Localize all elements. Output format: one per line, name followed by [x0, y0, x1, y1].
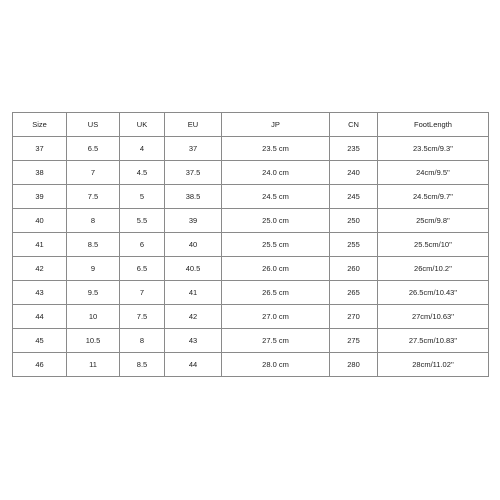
cell-us: 8	[67, 209, 120, 233]
cell-foot-length: 26.5cm/10.43''	[378, 281, 489, 305]
cell-uk: 5.5	[120, 209, 165, 233]
cell-eu: 37	[165, 137, 222, 161]
cell-foot-length: 24cm/9.5''	[378, 161, 489, 185]
cell-size: 44	[13, 305, 67, 329]
table-row	[13, 233, 489, 257]
cell-cn: 275	[330, 329, 378, 353]
table-row	[13, 353, 489, 377]
column-header-eu: EU	[165, 113, 222, 137]
cell-eu: 40	[165, 233, 222, 257]
cell-cn: 270	[330, 305, 378, 329]
cell-us: 10	[67, 305, 120, 329]
cell-eu: 37.5	[165, 161, 222, 185]
cell-eu: 41	[165, 281, 222, 305]
cell-us: 10.5	[67, 329, 120, 353]
cell-foot-length: 23.5cm/9.3''	[378, 137, 489, 161]
cell-foot-length: 26cm/10.2''	[378, 257, 489, 281]
cell-cn: 240	[330, 161, 378, 185]
cell-uk: 5	[120, 185, 165, 209]
cell-jp: 24.5 cm	[222, 185, 330, 209]
table-row	[13, 209, 489, 233]
cell-size: 45	[13, 329, 67, 353]
cell-us: 8.5	[67, 233, 120, 257]
cell-foot-length: 25cm/9.8''	[378, 209, 489, 233]
column-header-size: Size	[13, 113, 67, 137]
column-header-uk: UK	[120, 113, 165, 137]
table-row	[13, 329, 489, 353]
size-chart-table	[12, 112, 489, 377]
cell-jp: 27.5 cm	[222, 329, 330, 353]
cell-uk: 6	[120, 233, 165, 257]
cell-us: 7	[67, 161, 120, 185]
cell-cn: 260	[330, 257, 378, 281]
cell-eu: 40.5	[165, 257, 222, 281]
cell-us: 9.5	[67, 281, 120, 305]
cell-us: 6.5	[67, 137, 120, 161]
cell-jp: 26.5 cm	[222, 281, 330, 305]
cell-us: 11	[67, 353, 120, 377]
cell-cn: 245	[330, 185, 378, 209]
cell-size: 40	[13, 209, 67, 233]
cell-uk: 8.5	[120, 353, 165, 377]
table-row	[13, 161, 489, 185]
header-row	[13, 113, 489, 137]
cell-foot-length: 27.5cm/10.83''	[378, 329, 489, 353]
cell-size: 41	[13, 233, 67, 257]
cell-foot-length: 28cm/11.02''	[378, 353, 489, 377]
cell-uk: 7	[120, 281, 165, 305]
cell-us: 9	[67, 257, 120, 281]
cell-size: 42	[13, 257, 67, 281]
cell-uk: 4.5	[120, 161, 165, 185]
table-header	[13, 113, 489, 137]
cell-us: 7.5	[67, 185, 120, 209]
cell-eu: 43	[165, 329, 222, 353]
cell-size: 39	[13, 185, 67, 209]
cell-jp: 26.0 cm	[222, 257, 330, 281]
cell-uk: 7.5	[120, 305, 165, 329]
cell-eu: 38.5	[165, 185, 222, 209]
cell-jp: 27.0 cm	[222, 305, 330, 329]
cell-eu: 44	[165, 353, 222, 377]
column-header-jp: JP	[222, 113, 330, 137]
cell-eu: 39	[165, 209, 222, 233]
cell-jp: 24.0 cm	[222, 161, 330, 185]
cell-eu: 42	[165, 305, 222, 329]
column-header-cn: CN	[330, 113, 378, 137]
cell-cn: 265	[330, 281, 378, 305]
cell-size: 46	[13, 353, 67, 377]
table-body	[13, 137, 489, 377]
cell-cn: 255	[330, 233, 378, 257]
cell-uk: 8	[120, 329, 165, 353]
table-row	[13, 281, 489, 305]
cell-uk: 4	[120, 137, 165, 161]
cell-cn: 235	[330, 137, 378, 161]
cell-jp: 25.0 cm	[222, 209, 330, 233]
column-header-us: US	[67, 113, 120, 137]
cell-jp: 25.5 cm	[222, 233, 330, 257]
cell-uk: 6.5	[120, 257, 165, 281]
column-header-foot-length: FootLength	[378, 113, 489, 137]
table-row	[13, 257, 489, 281]
cell-foot-length: 25.5cm/10''	[378, 233, 489, 257]
table-row	[13, 137, 489, 161]
cell-cn: 250	[330, 209, 378, 233]
cell-size: 43	[13, 281, 67, 305]
table-row	[13, 185, 489, 209]
cell-jp: 28.0 cm	[222, 353, 330, 377]
table-row	[13, 305, 489, 329]
cell-foot-length: 27cm/10.63''	[378, 305, 489, 329]
cell-foot-length: 24.5cm/9.7''	[378, 185, 489, 209]
cell-size: 38	[13, 161, 67, 185]
cell-jp: 23.5 cm	[222, 137, 330, 161]
cell-cn: 280	[330, 353, 378, 377]
cell-size: 37	[13, 137, 67, 161]
